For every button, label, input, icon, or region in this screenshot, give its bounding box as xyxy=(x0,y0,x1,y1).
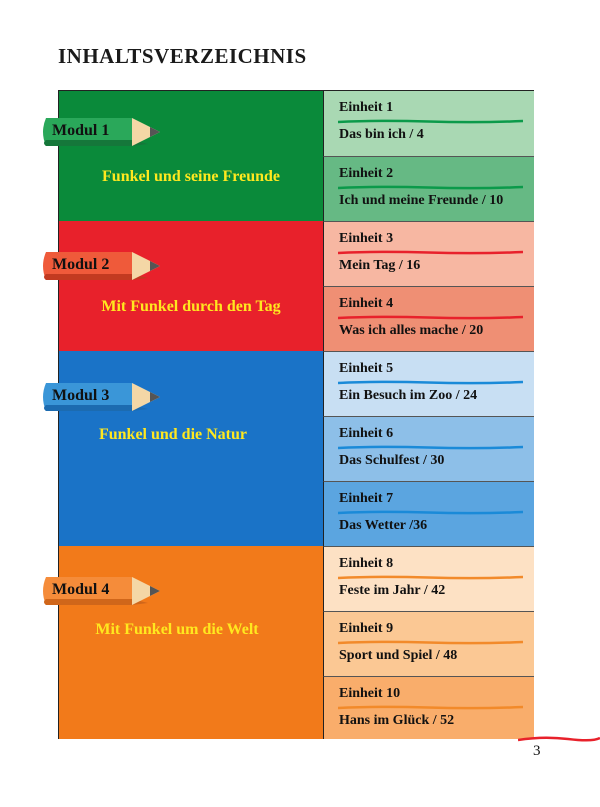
unit-5-title: Ein Besuch im Zoo / 24 xyxy=(339,388,478,403)
module-4-pencil-badge xyxy=(40,573,165,609)
unit-3-underline xyxy=(338,250,523,255)
module-2-title: Mit Funkel durch den Tag xyxy=(101,298,281,315)
module-3-pencil-badge xyxy=(40,379,165,415)
unit-6-label: Einheit 6 xyxy=(339,426,394,441)
unit-9-title: Sport und Spiel / 48 xyxy=(339,648,458,663)
page-number: 3 xyxy=(533,743,541,759)
unit-9-underline xyxy=(338,640,523,645)
unit-1-underline xyxy=(338,119,523,124)
unit-5-label: Einheit 5 xyxy=(339,361,394,376)
module-4-title: Mit Funkel um die Welt xyxy=(95,621,259,638)
unit-2-underline xyxy=(338,185,523,190)
page-number-stroke xyxy=(518,735,600,743)
unit-1-cell[interactable] xyxy=(323,91,534,156)
unit-3-cell[interactable] xyxy=(323,221,534,286)
module-2-block xyxy=(59,221,323,351)
module-2-badge-label: Modul 2 xyxy=(52,256,110,273)
unit-3-label: Einheit 3 xyxy=(339,231,394,246)
unit-2-label: Einheit 2 xyxy=(339,166,394,181)
unit-10-underline xyxy=(338,705,523,710)
unit-4-label: Einheit 4 xyxy=(339,296,394,311)
unit-4-title: Was ich alles mache / 20 xyxy=(339,323,484,338)
unit-9-label: Einheit 9 xyxy=(339,621,394,636)
module-2-pencil-badge xyxy=(40,248,165,284)
unit-7-label: Einheit 7 xyxy=(339,491,394,506)
unit-8-label: Einheit 8 xyxy=(339,556,394,571)
module-1-title: Funkel und seine Freunde xyxy=(102,168,280,185)
unit-10-cell[interactable] xyxy=(323,676,534,739)
unit-3-title: Mein Tag / 16 xyxy=(339,258,421,273)
module-1-block xyxy=(59,91,323,221)
module-3-badge-label: Modul 3 xyxy=(52,387,110,404)
unit-5-cell[interactable] xyxy=(323,351,534,416)
unit-6-underline xyxy=(338,445,523,450)
unit-4-underline xyxy=(338,315,523,320)
unit-7-underline xyxy=(338,510,523,515)
unit-8-underline xyxy=(338,575,523,580)
unit-7-cell[interactable] xyxy=(323,481,534,546)
unit-6-cell[interactable] xyxy=(323,416,534,481)
unit-1-label: Einheit 1 xyxy=(339,100,394,115)
unit-7-title: Das Wetter /36 xyxy=(339,518,428,533)
unit-2-cell[interactable] xyxy=(323,156,534,221)
unit-2-title: Ich und meine Freunde / 10 xyxy=(339,193,504,208)
module-1-badge-label: Modul 1 xyxy=(52,122,110,139)
module-3-title: Funkel und die Natur xyxy=(98,426,248,443)
unit-8-title: Feste im Jahr / 42 xyxy=(339,583,446,598)
unit-4-cell[interactable] xyxy=(323,286,534,351)
module-1-pencil-badge xyxy=(40,114,165,150)
module-4-badge-label: Modul 4 xyxy=(52,581,110,598)
unit-8-cell[interactable] xyxy=(323,546,534,611)
unit-10-label: Einheit 10 xyxy=(339,686,401,701)
unit-10-title: Hans im Glück / 52 xyxy=(339,713,455,728)
page-title: INHALTSVERZEICHNIS xyxy=(58,44,307,68)
unit-1-title: Das bin ich / 4 xyxy=(339,127,424,142)
unit-9-cell[interactable] xyxy=(323,611,534,676)
unit-6-title: Das Schulfest / 30 xyxy=(339,453,445,468)
unit-5-underline xyxy=(338,380,523,385)
